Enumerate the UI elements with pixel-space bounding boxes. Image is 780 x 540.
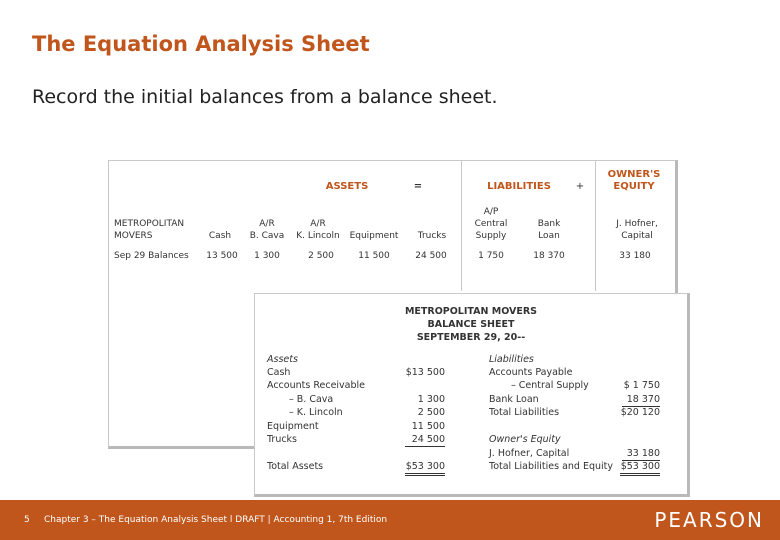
column-header-ap: A/P (483, 207, 499, 217)
column-header-bank-loan: Loan (538, 231, 560, 241)
trucks-value: 24 500 (405, 434, 445, 447)
value-cash: 13 500 (206, 251, 238, 261)
total-liabilities-value: $20 120 (620, 407, 660, 418)
balances-row-label: Sep 29 Balances (114, 251, 189, 261)
value-ar-lincoln: 2 500 (308, 251, 334, 261)
column-header-ap: Central (474, 219, 508, 229)
pearson-logo: PEARSON (654, 508, 764, 532)
cash-value: $13 500 (405, 367, 445, 378)
column-header-ar-cava: A/R (259, 219, 275, 229)
footer-text: Chapter 3 – The Equation Analysis Sheet l DRAFT | Accounting 1, 7th Edition (44, 515, 388, 525)
slide-title: The Equation Analysis Sheet (32, 32, 370, 56)
value-capital: 33 180 (619, 251, 651, 261)
value-bank-loan: 18 370 (533, 251, 565, 261)
bank-loan-value: 18 370 (622, 394, 660, 407)
ar-lincoln-label: – K. Lincoln (289, 407, 343, 418)
liabilities-heading: Liabilities (489, 354, 534, 365)
bank-loan-label: Bank Loan (489, 394, 539, 405)
company-name: MOVERS (114, 231, 153, 241)
ap-central-value: $ 1 750 (623, 380, 660, 391)
divider-line (595, 161, 596, 291)
column-header-trucks: Trucks (417, 231, 447, 241)
liabilities-header: LIABILITIES (487, 181, 551, 192)
equity-heading: Owner's Equity (489, 434, 561, 445)
column-header-bank-loan: Bank (537, 219, 561, 229)
capital-label: J. Hofner, Capital (489, 448, 570, 459)
capital-value: 33 180 (622, 448, 660, 461)
ap-central-label: – Central Supply (511, 380, 589, 391)
footer-bar (0, 500, 780, 540)
column-header-ap: Supply (475, 231, 507, 241)
value-ap: 1 750 (478, 251, 504, 261)
balance-sheet (254, 293, 690, 497)
trucks-label: Trucks (267, 434, 298, 445)
company-name: METROPOLITAN (114, 219, 185, 229)
column-header-ar-cava: B. Cava (249, 231, 285, 241)
ar-cava-label: – B. Cava (289, 394, 334, 405)
ar-lincoln-value: 2 500 (417, 407, 445, 418)
assets-heading: Assets (267, 354, 298, 365)
page-number: 5 (24, 515, 30, 525)
total-liabilities-label: Total Liabilities (489, 407, 560, 418)
total-assets-label: Total Assets (267, 461, 324, 472)
value-equipment: 11 500 (358, 251, 390, 261)
equipment-label: Equipment (267, 421, 319, 432)
ar-cava-value: 1 300 (417, 394, 445, 405)
column-header-cash: Cash (208, 231, 232, 241)
owners-equity-header: OWNER'S (607, 169, 661, 180)
balance-sheet-company: METROPOLITAN MOVERS (404, 306, 538, 317)
value-trucks: 24 500 (415, 251, 447, 261)
owners-equity-header: EQUITY (613, 181, 655, 192)
slide-subtitle: Record the initial balances from a balance sheet. (32, 86, 498, 108)
total-le-label: Total Liabilities and Equity (489, 461, 614, 472)
divider-line (461, 161, 462, 291)
balance-sheet-date: SEPTEMBER 29, 20-- (416, 332, 526, 343)
equals-sign: = (413, 181, 423, 192)
balance-sheet-title: BALANCE SHEET (427, 319, 515, 330)
ar-label: Accounts Receivable (267, 380, 366, 391)
total-le-value: $53 300 (620, 461, 660, 476)
column-header-equipment: Equipment (349, 231, 399, 241)
column-header-ar-lincoln: A/R (310, 219, 326, 229)
assets-header: ASSETS (325, 181, 369, 192)
plus-sign: + (575, 181, 585, 192)
column-header-ar-lincoln: K. Lincoln (296, 231, 340, 241)
value-ar-cava: 1 300 (254, 251, 280, 261)
ap-label: Accounts Payable (489, 367, 573, 378)
column-header-capital: Capital (621, 231, 653, 241)
cash-label: Cash (267, 367, 291, 378)
equipment-value: 11 500 (411, 421, 445, 432)
total-assets-value: $53 300 (405, 461, 445, 476)
column-header-capital: J. Hofner, (616, 219, 658, 229)
